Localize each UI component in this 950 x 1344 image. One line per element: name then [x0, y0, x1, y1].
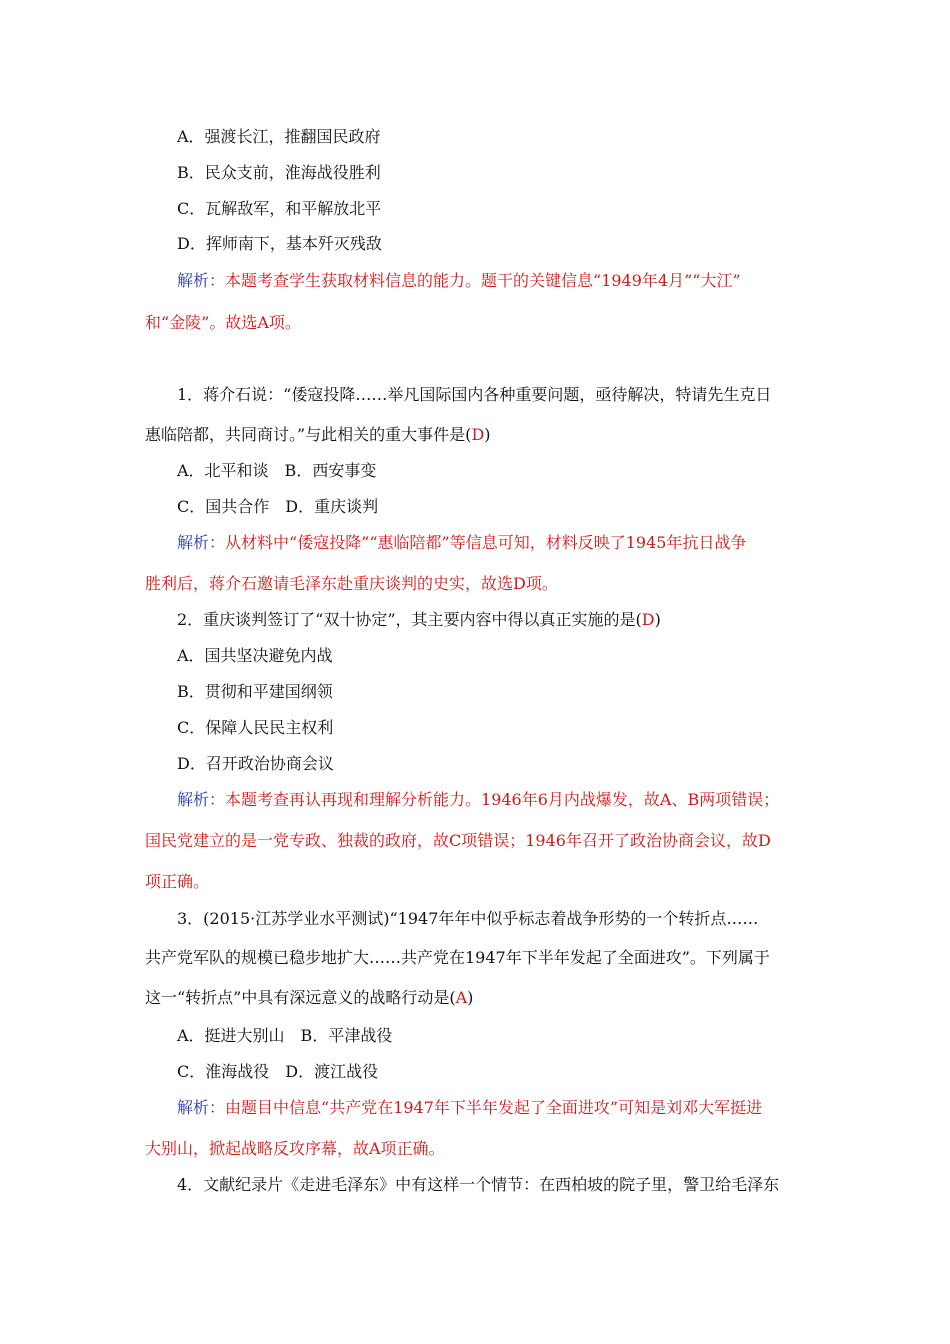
analysis-label: 解析： [177, 271, 226, 290]
prev-option-d: D．挥师南下，基本歼灭残敌 [177, 234, 382, 253]
prev-option-c: C．瓦解敌军，和平解放北平 [177, 199, 382, 218]
q1-stem-line1: 1．蒋介石说：“倭寇投降……举凡国际国内各种重要问题，亟待解决，特请先生克日 [177, 385, 772, 404]
q2-option-d: D．召开政治协商会议 [177, 754, 334, 773]
q2-stem-text: 2．重庆谈判签订了“双十协定”，其主要内容中得以真正实施的是( [177, 610, 642, 629]
q3-analysis-line1 [177, 1096, 841, 1120]
q2-analysis-line1 [177, 788, 841, 812]
q3-options-ab: A．挺进大别山 B．平津战役 [177, 1026, 393, 1045]
prev-analysis-line2: 和“金陵”。故选A项。 [145, 313, 301, 332]
q4-stem-line1: 4．文献纪录片《走进毛泽东》中有这样一个情节：在西柏坡的院子里，警卫给毛泽东 [177, 1175, 780, 1194]
q2-answer: D [641, 610, 655, 629]
q3-stem-line3 [145, 986, 809, 1010]
analysis-label: 解析： [177, 533, 226, 552]
q2-analysis-line3: 项正确。 [145, 872, 210, 891]
q3-options-cd: C．淮海战役 D．渡江战役 [177, 1062, 379, 1081]
q1-close-paren: ) [484, 425, 491, 444]
analysis-text: 本题考查学生获取材料信息的能力。题干的关键信息“1949年4月”“大江” [225, 271, 741, 290]
q3-close-paren: ) [467, 988, 474, 1007]
q2-stem-line1 [177, 608, 841, 632]
q3-stem-line1: 3．(2015·江苏学业水平测试)“1947年年中似乎标志着战争形势的一个转折点…… [177, 909, 759, 928]
q1-options-ab: A．北平和谈 B．西安事变 [177, 461, 377, 480]
q2-option-c: C．保障人民民主权利 [177, 718, 334, 737]
q1-analysis-line1 [177, 531, 841, 555]
q2-analysis-line2: 国民党建立的是一党专政、独裁的政府，故C项错误；1946年召开了政治协商会议，故D [145, 831, 771, 850]
q3-stem-text: 这一“转折点”中具有深远意义的战略行动是( [145, 988, 456, 1007]
q3-analysis-line2: 大别山，掀起战略反攻序幕，故A项正确。 [145, 1139, 445, 1158]
prev-option-b: B．民众支前，淮海战役胜利 [177, 163, 381, 182]
prev-analysis-line1 [177, 269, 841, 293]
analysis-label: 解析： [177, 790, 226, 809]
q1-answer: D [471, 425, 485, 444]
q1-options-cd: C．国共合作 D．重庆谈判 [177, 497, 379, 516]
q1-stem-line2 [145, 423, 809, 447]
q2-close-paren: ) [654, 610, 661, 629]
prev-option-a: A．强渡长江，推翻国民政府 [177, 127, 381, 146]
analysis-label: 解析： [177, 1098, 226, 1117]
q3-answer: A [455, 988, 468, 1007]
q1-analysis-line2: 胜利后，蒋介石邀请毛泽东赴重庆谈判的史实，故选D项。 [145, 574, 558, 593]
analysis-text: 由题目中信息“共产党在1947年下半年发起了全面进攻”可知是刘邓大军挺进 [225, 1098, 763, 1117]
q2-option-a: A．国共坚决避免内战 [177, 646, 333, 665]
analysis-text: 本题考查再认再现和理解分析能力。1946年6月内战爆发，故A、B两项错误； [225, 790, 780, 809]
q3-stem-line2: 共产党军队的规模已稳步地扩大……共产党在1947年下半年发起了全面进攻”。下列属于 [145, 948, 770, 967]
q2-option-b: B．贯彻和平建国纲领 [177, 682, 333, 701]
analysis-text: 从材料中“倭寇投降”“惠临陪都”等信息可知，材料反映了1945年抗日战争 [225, 533, 747, 552]
q1-stem-text: 惠临陪都，共同商讨。”与此相关的重大事件是( [145, 425, 472, 444]
